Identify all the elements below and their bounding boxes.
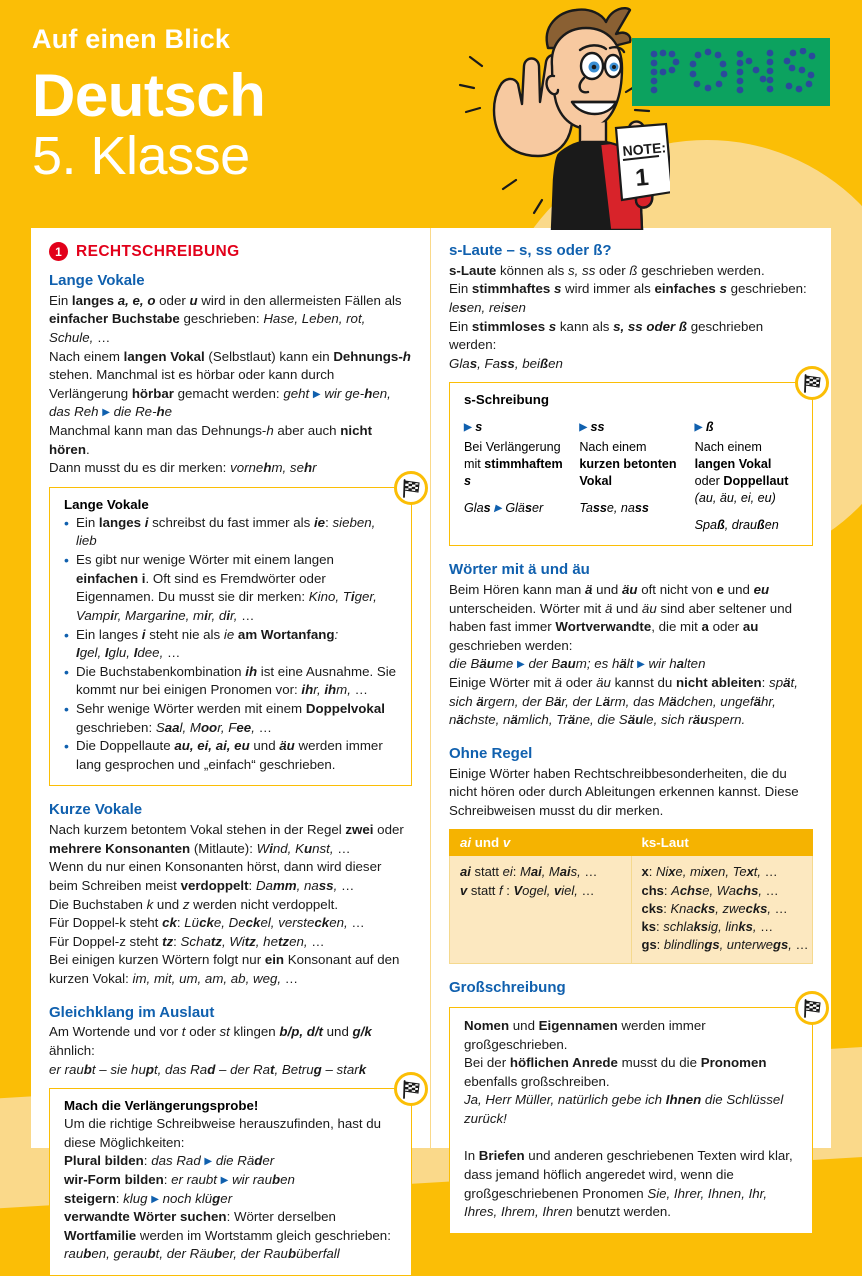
s-schreibung-marker: ▶ s [464,420,483,435]
section-number-badge: 1 [49,242,68,261]
pons-logo-dotted-text [646,48,816,96]
checkered-flag-icon [394,1072,428,1106]
lange-vokale-text: Ein langes a, e, o oder u wird in den allermeisten Fällen als einfacher Buchstabe geschrieben: Hase, Leben, rot, Schule, … Nach einem langen Vokal (Selbstlaut) kann ein Dehnungs-h stehen. Manchmal ist es hörbar oder kann durch Verlängerung hörbar gemacht werden: geht ▶ wir ge-hen, das Reh ▶ die Re-he Manchmal kann man das Dehnungs-h aber auch nicht hören. Dann musst du es dir merken: vornehm, sehr [49,292,411,476]
section-header-rechtschreibung [49,242,412,261]
s-schreibung-example: Glas ▶ Gläser [464,500,544,515]
list-item: • Es gibt nur wenige Wörter mit einem langen einfachen i. Oft sind es Fremdwörter oder Eigennamen. Du musst sie dir merken: Kino, Tiger, Vampir, Margarine, mir, dir, … [64,551,397,625]
ohne-regel-text: Einige Wörter haben Rechtschreibbesonderheiten, die du nicht hören oder durch Ableitungen erkennen kannst. Diese Schreibweisen musst du dir merken. [449,765,799,818]
box-lange-vokale [49,487,412,787]
heading-lange-vokale: Lange Vokale [49,272,145,289]
s-schreibung-rule: Nach einem kurzen betonten Vokal [579,439,677,488]
section-title: RECHTSCHREIBUNG [76,242,240,260]
s-laute-text: s-Laute können als s, ss oder ß geschrieben werden. Ein stimmhaftes s wird immer als einfaches s geschrieben: lesen, reisen Ein stimmloses s kann als s, ss oder ß geschrieben werden: Glas, Fass, beißen [449,262,807,371]
s-schreibung-example: Tasse, nass [579,500,649,515]
verlaengerung-lines: Um die richtige Schreibweise herauszufinden, hast du diese Möglichkeiten: Plural bilden: das Rad ▶ die Räder wir-Form bilden: er raubt ▶ wir rauben steigern: klug ▶ noch klüger verwandte Wörter suchen: Wörter derselben Wortfamilie werden im Wortstamm gleich geschrieben: rauben, geraubt, der Räuber, der Raubüberfall [64,1116,391,1262]
page-header [0,0,862,228]
pons-logo [632,38,830,106]
note-grade: 1 [634,163,650,192]
s-schreibung-column [579,419,682,534]
kurze-vokale-text: Nach kurzem betontem Vokal stehen in der Regel zwei oder mehrere Konsonanten (Mitlaute): Wind, Kunst, … Wenn du nur einen Konsonanten hörst, dann wird dieser beim Schreiben meist verdoppelt: Damm, nass, … Die Buchstaben k und z werden nicht verdoppelt. Für Doppel-k steht ck: Lücke, Deckel, verstecken, … Für Doppel-z steht tz: Schatz, Witz, hetzen, … Bei einigen kurzen Wörtern folgt nur ein Konsonant auf den kurzen Vokal: im, mit, um, am, ab, weg, … [49,822,404,986]
s-schreibung-rule: Bei Verlängerung mit stimmhaftem s [464,439,563,488]
box-title: Lange Vokale [64,496,149,512]
box-title: Mach die Verlängerungsprobe! [64,1098,259,1114]
s-schreibung-marker: ▶ ß [694,420,714,435]
heading-ae-aeu: Wörter mit ä und äu [449,561,590,579]
table-cell-ai-v: ai statt ei: Mai, Mais, … v statt f : Vogel, viel, … [450,856,632,964]
table-cell-ks-laut: x: Nixe, mixen, Text, … chs: Achse, Wachs, … cks: Knacks, zwecks, … ks: schlaksig, links, … gs: blindlings, unterwegs, … [631,856,813,964]
ae-aeu-text: Beim Hören kann man ä und äu oft nicht von e und eu unterscheiden. Wörter mit ä und äu sind aber seltener und haben fast immer Wortverwandte, die mit a oder au geschrieben werden: die Bäume ▶ der Baum; es hält ▶ wir halten Einige Wörter mit ä oder äu kannst du nicht ableiten: spät, sich ärgern, der Bär, der Lärm, das Mädchen, ungefähr, nächste, nämlich, Träne, die Säule, sich räuspern. [449,581,798,728]
content-card [31,228,831,1262]
header-kicker: Auf einen Blick [32,24,231,54]
list-item: • Ein langes i schreibst du fast immer als ie: sieben, lieb [64,514,397,551]
s-schreibung-rule: Nach einem langen Vokal oder Doppellaut (au, äu, ei, eu) [694,439,789,505]
table-header-ai-v: ai und v [450,830,632,856]
heading-ohne-regel: Ohne Regel [449,744,533,762]
grossschreibung-lines: Nomen und Eigennamen werden immer großgeschrieben. Bei der höflichen Anrede musst du die Pronomen ebenfalls großschreiben. Ja, Herr Müller, natürlich gebe ich Ihnen die Schlüssel zurück! In Briefen und anderen geschriebenen Texten wird klar, dass jemand höflich angeredet wird, wenn die großgeschriebenen Pronomen Sie, Ihrer, Ihnen, Ihr, Ihres, Ihrem, Ihren benutzt werden. [464,1018,793,1220]
checkered-flag-icon [795,991,829,1025]
s-schreibung-example: Spaß, draußen [694,518,779,533]
list-item: • Ein langes i steht nie als ie am Wortanfang: Igel, Iglu, Idee, … [64,626,397,663]
heading-gleichklang: Gleichklang im Auslaut [49,1003,215,1021]
box-s-schreibung [449,382,813,546]
table-header-ks-laut: ks-Laut [631,830,813,856]
box-verlaengerungsprobe [49,1088,412,1276]
heading-kurze-vokale: Kurze Vokale [49,801,143,819]
heading-grossschreibung: Großschreibung [449,979,566,997]
gleichklang-text: Am Wortende und vor t oder st klingen b/p, d/t und g/k ähnlich: er raubt – sie hupt, das Rad – der Rat, Betrug – stark [49,1024,372,1077]
page-subtitle: 5. Klasse [32,126,250,187]
list-item: • Die Buchstabenkombination ih ist eine Ausnahme. Sie kommt nur bei einigen Pronomen vor: ihr, ihm, … [64,663,397,700]
checkered-flag-icon [795,366,829,400]
s-schreibung-column [695,419,798,534]
note-label: NOTE: [621,139,667,159]
page-title: Deutsch [32,62,266,129]
list-item: • Die Doppellaute au, ei, ai, eu und äu werden immer lang gesprochen und „einfach“ geschrieben. [64,737,397,774]
list-item: • Sehr wenige Wörter werden mit einem Doppelvokal geschrieben: Saal, Moor, Fee, … [64,700,397,737]
table-row [450,856,813,964]
right-column [431,228,831,1220]
s-schreibung-column [464,419,567,534]
checkered-flag-icon [394,471,428,505]
lange-vokale-bullets [64,514,397,775]
table-header-row [450,830,813,856]
heading-s-laute: s-Laute – s, ss oder ß? [449,242,612,259]
s-schreibung-marker: ▶ ss [579,420,605,435]
regel-table [449,829,813,964]
s-schreibung-columns [464,419,798,534]
box-title: s-Schreibung [464,392,549,408]
left-column [31,228,431,1262]
